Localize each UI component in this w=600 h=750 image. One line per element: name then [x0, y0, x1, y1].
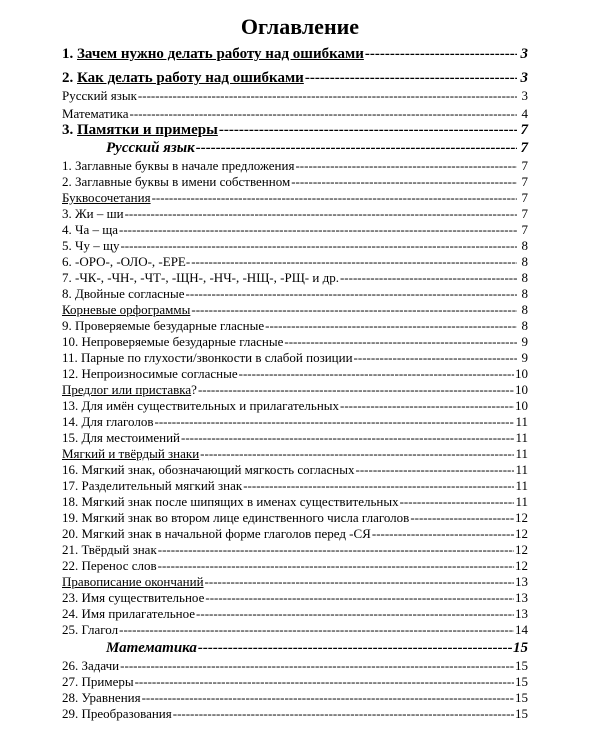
toc-entry [62, 622, 528, 638]
toc-entry-label: 9. Проверяемые безударные гласные [62, 318, 265, 333]
toc-entry [62, 590, 528, 606]
toc-page-number: 7 [521, 222, 528, 237]
toc-page-number: 11 [515, 414, 528, 429]
toc-entry-label: 20. Мягкий знак в начальной форме глаголов перед -СЯ [62, 526, 371, 541]
toc-leader-dashes [284, 334, 517, 350]
toc-leader-dashes [120, 238, 517, 254]
toc-page-number: 3 [520, 70, 528, 86]
toc-leader-dashes [400, 494, 515, 510]
toc-entry-label: 5. Чу – щу [62, 238, 120, 253]
toc-page-number: 7 [520, 122, 528, 138]
toc-page-number: 11 [515, 430, 528, 445]
toc-leader-dashes [130, 106, 517, 122]
toc-entry [62, 190, 528, 206]
toc-entry-label: 19. Мягкий знак во втором лице единственного числа глаголов [62, 510, 410, 525]
toc-leader-dashes [239, 366, 514, 382]
toc-entry [62, 398, 528, 414]
toc-page-number: 8 [521, 238, 528, 253]
toc-leader-dashes [196, 606, 514, 622]
toc-entry [62, 318, 528, 334]
toc-leader-dashes [158, 558, 514, 574]
toc-entry-label: 12. Непроизносимые согласные [62, 366, 238, 381]
toc-leader-dashes [219, 122, 517, 139]
toc-page-number: 15 [515, 674, 528, 689]
toc-entry-label: 26. Задачи [62, 658, 120, 673]
toc-leader-dashes [243, 478, 514, 494]
toc-page-number: 7 [521, 174, 528, 189]
toc-page-number: 12 [515, 558, 528, 573]
toc-leader-dashes [198, 640, 512, 657]
toc-page-number: 11 [515, 462, 528, 477]
toc-entry [62, 334, 528, 350]
toc-section-heading [62, 640, 528, 657]
toc-entry-label: 24. Имя прилагательное [62, 606, 196, 621]
toc-entry-label: 23. Имя существительное [62, 590, 205, 605]
toc-page-number: 15 [513, 640, 528, 656]
toc-entry [62, 286, 528, 302]
toc-entry [62, 690, 528, 706]
toc-entry [62, 574, 528, 590]
toc-entry [62, 674, 528, 690]
toc-entry-label: 2. Заглавные буквы в имени собственном [62, 174, 291, 189]
toc-page-number: 12 [515, 510, 528, 525]
toc-leader-dashes [340, 270, 517, 286]
toc-page-number: 8 [521, 254, 528, 269]
toc-leader-dashes [196, 140, 517, 157]
toc-entry [62, 174, 528, 190]
toc-leader-dashes [191, 302, 517, 318]
toc-entry-label: Предлог или приставка? [62, 382, 197, 397]
toc-entry-label: 22. Перенос слов [62, 558, 157, 573]
toc-leader-dashes [205, 590, 514, 606]
toc-entry [62, 254, 528, 270]
toc-leader-dashes [198, 382, 514, 398]
toc-entry-label: 8. Двойные согласные [62, 286, 185, 301]
toc-chapter-entry [62, 70, 528, 87]
toc-leader-dashes [305, 70, 517, 87]
toc-entry [62, 446, 528, 462]
toc-page-number: 11 [515, 446, 528, 461]
toc-chapter-entry [62, 46, 528, 63]
toc-entry [62, 430, 528, 446]
toc-leader-dashes [120, 658, 514, 674]
toc-entry [62, 222, 528, 238]
toc-page-number: 7 [520, 140, 528, 156]
toc-page-number: 3 [521, 88, 528, 103]
toc-entry-label: 18. Мягкий знак после шипящих в именах существительных [62, 494, 399, 509]
toc-leader-dashes [410, 510, 514, 526]
toc-entry-label: 15. Для местоимений [62, 430, 181, 445]
toc-entry-label: 7. -ЧК-, -ЧН-, -ЧТ-, -ЩН-, -НЧ-, -НЩ-, -РЩ- и др. [62, 270, 339, 285]
toc-leader-dashes [191, 254, 517, 270]
toc-entry [62, 366, 528, 382]
toc-entry-label: Корневые орфограммы [62, 302, 191, 317]
toc-page-number: 15 [515, 690, 528, 705]
toc-entry-label: 10. Непроверяемые безударные гласные [62, 334, 284, 349]
toc-entry-label: Мягкий и твёрдый знаки [62, 446, 200, 461]
toc-entry-label: 29. Преобразования [62, 706, 172, 721]
toc-leader-dashes [200, 446, 514, 462]
toc-leader-dashes [138, 88, 517, 104]
toc-chapter-entry [62, 122, 528, 139]
toc-entry [62, 526, 528, 542]
toc-leader-dashes [354, 350, 517, 366]
toc-page-number: 11 [515, 478, 528, 493]
toc-page-number: 13 [515, 606, 528, 621]
toc-page-number: 11 [515, 494, 528, 509]
toc-entry [62, 88, 528, 104]
toc-page-number: 8 [521, 318, 528, 333]
toc-leader-dashes [142, 690, 514, 706]
toc-leader-dashes [186, 286, 517, 302]
toc-section-heading [62, 140, 528, 157]
toc-entry-label: 28. Уравнения [62, 690, 141, 705]
toc-page-number: 10 [515, 382, 528, 397]
toc-entry [62, 606, 528, 622]
toc-leader-dashes [152, 190, 517, 206]
toc-entry-label: 1. Заглавные буквы в начале предложения [62, 158, 295, 173]
toc-leader-dashes [119, 222, 517, 238]
toc-leader-dashes [295, 158, 517, 174]
toc-entry-label: 1. Зачем нужно делать работу над ошибками [62, 46, 364, 62]
toc-entry-label: 27. Примеры [62, 674, 134, 689]
toc-page-number: 10 [515, 398, 528, 413]
toc-leader-dashes [365, 46, 517, 63]
toc-entry-label: 13. Для имён существительных и прилагательных [62, 398, 340, 413]
toc-entry [62, 462, 528, 478]
toc-page-number: 13 [515, 590, 528, 605]
toc-entry-label: Русский язык [62, 88, 137, 103]
toc-leader-dashes [372, 526, 514, 542]
toc-entry-label: Правописание окончаний [62, 574, 204, 589]
toc-entry [62, 106, 528, 122]
toc-page-number: 10 [515, 366, 528, 381]
toc-page-number: 9 [521, 350, 528, 365]
toc-page-number: 8 [521, 286, 528, 301]
toc-leader-dashes [119, 622, 514, 638]
toc-leader-dashes [173, 706, 514, 722]
toc-page-number: 15 [515, 658, 528, 673]
toc-entry [62, 494, 528, 510]
toc-page-number: 9 [521, 334, 528, 349]
toc-leader-dashes [291, 174, 517, 190]
toc-entry [62, 558, 528, 574]
toc-entry [62, 270, 528, 286]
toc-entry [62, 302, 528, 318]
toc-page-number: 4 [521, 106, 528, 121]
toc-entry [62, 542, 528, 558]
toc-entry [62, 510, 528, 526]
toc-page-number: 7 [521, 158, 528, 173]
toc-page-number: 14 [515, 622, 528, 637]
toc-entry [62, 158, 528, 174]
toc-leader-dashes [158, 542, 514, 558]
toc-page-number: 3 [520, 46, 528, 62]
toc-leader-dashes [135, 674, 514, 690]
toc-page-number: 13 [515, 574, 528, 589]
toc-entry [62, 206, 528, 222]
toc-entry-label: 17. Разделительный мягкий знак [62, 478, 243, 493]
toc-entry-label: 3. Памятки и примеры [62, 122, 218, 138]
toc-entry-label: 4. Ча – ща [62, 222, 118, 237]
toc-entry [62, 478, 528, 494]
toc-entry-label: Математика [62, 106, 129, 121]
toc-entry-label: 2. Как делать работу над ошибками [62, 70, 304, 86]
toc-leader-dashes [356, 462, 515, 478]
toc-page-number: 15 [515, 706, 528, 721]
toc-page-number: 12 [515, 526, 528, 541]
toc-entry [62, 658, 528, 674]
toc-entry-label: 11. Парные по глухости/звонкости в слабой позиции [62, 350, 353, 365]
toc-entry-label: Русский язык [106, 140, 195, 156]
toc-leader-dashes [265, 318, 517, 334]
toc-entry [62, 350, 528, 366]
toc-entry-label: 14. Для глаголов [62, 414, 154, 429]
toc-leader-dashes [125, 206, 517, 222]
toc-page-number: 7 [521, 206, 528, 221]
page-title: Оглавление [240, 14, 360, 39]
toc-entry [62, 238, 528, 254]
toc-entry [62, 706, 528, 722]
toc-entry [62, 414, 528, 430]
toc-page-number: 12 [515, 542, 528, 557]
toc-entry-label: 21. Твёрдый знак [62, 542, 157, 557]
toc-entry-label: Буквосочетания [62, 190, 151, 205]
toc-entry [62, 382, 528, 398]
toc-page-number: 8 [521, 302, 528, 317]
toc-leader-dashes [181, 430, 514, 446]
toc-entry-label: 3. Жи – ши [62, 206, 124, 221]
toc-leader-dashes [154, 414, 514, 430]
toc-leader-dashes [205, 574, 514, 590]
toc-entry-label: 16. Мягкий знак, обозначающий мягкость согласных [62, 462, 355, 477]
toc-entry-label: Математика [106, 640, 197, 656]
toc-page-number: 8 [521, 270, 528, 285]
toc-entry-label: 6. -ОРО-, -ОЛО-, -ЕРЕ- [62, 254, 191, 269]
toc-page-number: 7 [521, 190, 528, 205]
toc-entry-label: 25. Глагол [62, 622, 119, 637]
toc-leader-dashes [340, 398, 514, 414]
